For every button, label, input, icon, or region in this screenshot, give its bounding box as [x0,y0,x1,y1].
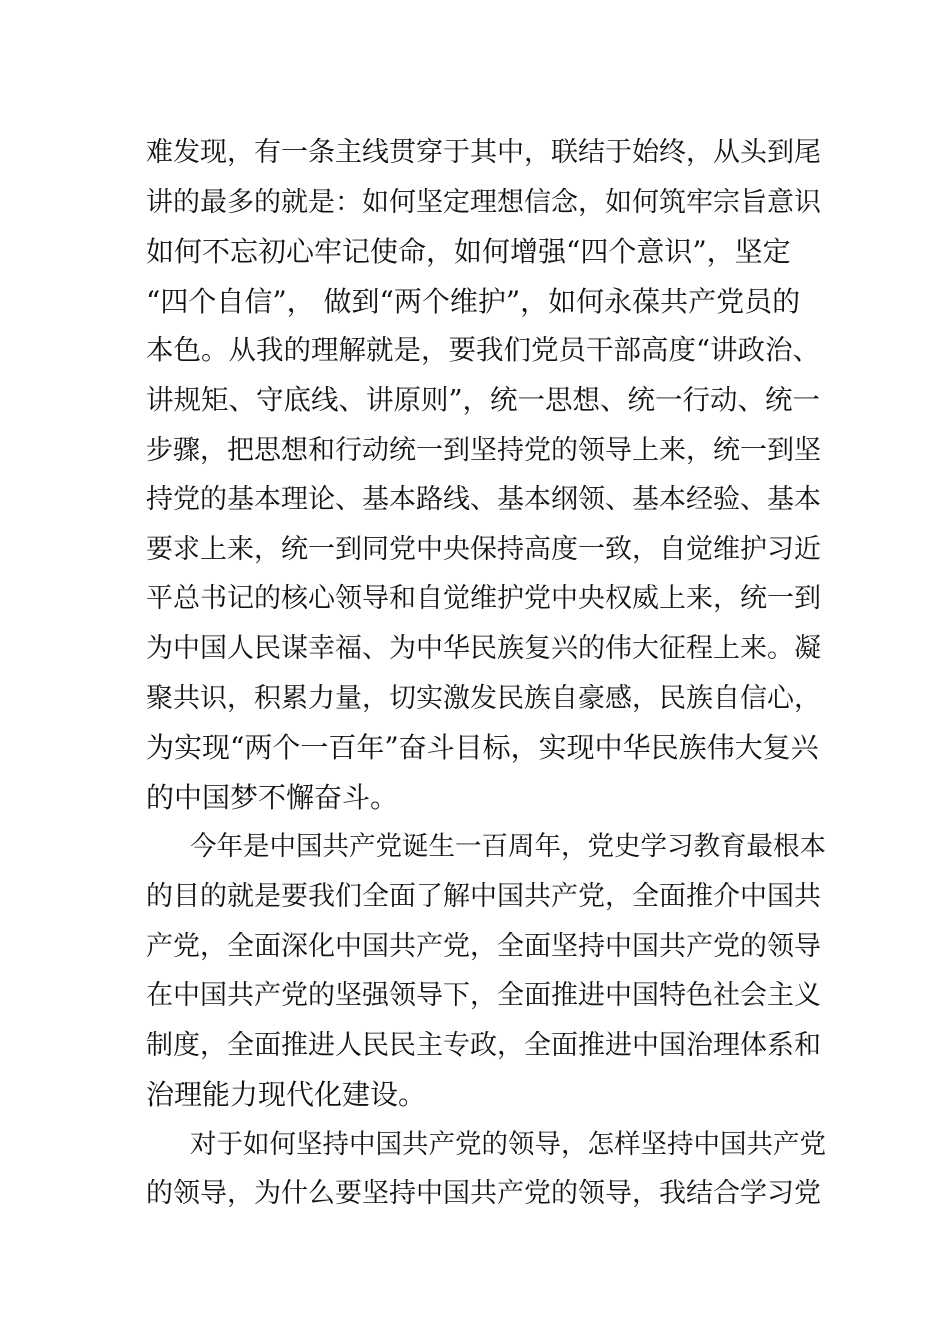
text-line: 本色。从我的理解就是，要我们党员干部高度“讲政治、 [146,334,821,367]
text-line: 的中国梦不懈奋斗。 [146,780,399,814]
text-line: 如何不忘初心牢记使命，如何增强“四个意识”，坚定 [146,235,791,269]
text-line: 平总书记的核心领导和自觉维护党中央权威上来，统一到 [146,583,821,615]
paragraph-first-line: 对于如何坚持中国共产党的领导，怎样坚持中国共产党 [190,1128,826,1160]
text-line: 难发现，有一条主线贯穿于其中，联结于始终，从头到尾 [146,137,821,168]
text-line: 制度，全面推进人民民主专政，全面推进中国治理体系和 [146,1029,821,1061]
text-line: 治理能力现代化建设。 [146,1078,427,1112]
text-line: 讲的最多的就是：如何坚定理想信念，如何筑牢宗旨意识 [146,186,821,218]
text-line: 为中国人民谋幸福、为中华民族复兴的伟大征程上来。凝 [146,632,821,664]
paragraph-first-line: 今年是中国共产党诞生一百周年，党史学习教育最根本 [190,831,826,863]
text-line: 聚共识，积累力量，切实激发民族自豪感，民族自信心， [146,682,821,714]
text-line: 产党，全面深化中国共产党，全面坚持中国共产党的领导 [146,930,821,962]
body-text [146,128,826,1219]
text-line: 持党的基本理论、基本路线、基本纲领、基本经验、基本 [146,484,821,516]
text-line: 在中国共产党的坚强领导下，全面推进中国特色社会主义 [146,980,821,1012]
text-line: 的目的就是要我们全面了解中国共产党，全面推介中国共 [146,880,821,912]
text-line: “四个自信”， 做到“两个维护”，如何永葆共产党员的 [146,284,801,318]
text-line: 要求上来，统一到同党中央保持高度一致，自觉维护习近 [146,533,821,565]
text-line: 讲规矩、守底线、讲原则”，统一思想、统一行动、统一 [146,383,821,416]
text-line: 步骤，把思想和行动统一到坚持党的领导上来，统一到坚 [146,434,821,466]
text-line: 的领导，为什么要坚持中国共产党的领导，我结合学习党 [146,1178,821,1210]
text-line: 为实现“两个一百年”奋斗目标，实现中华民族伟大复兴 [146,731,819,765]
